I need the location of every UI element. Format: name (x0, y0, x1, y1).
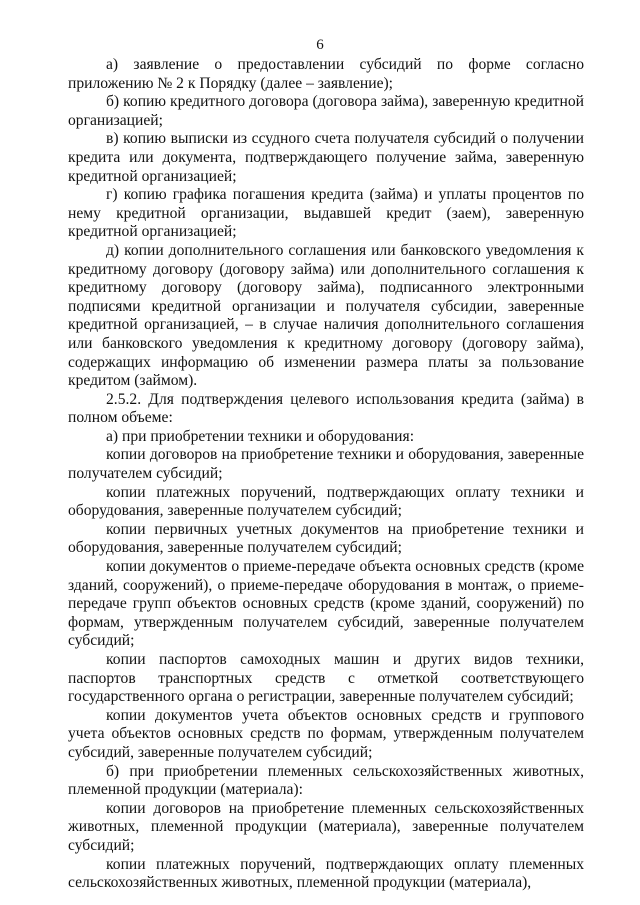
paragraph-livestock-contracts: копии договоров на приобретение племенных сельскохозяйственных животных, племенной продукции (материала), заверенные получателем субсидий; (68, 799, 584, 854)
paragraph-vehicle-passports: копии паспортов самоходных машин и других видов техники, паспортов транспортных средств с отметкой соответствующего государственного органа о регистрации, заверенные получателем субсидий; (68, 651, 584, 706)
paragraph-2-5-2-heading: 2.5.2. Для подтверждения целевого использования кредита (займа) в полном объеме: (68, 390, 584, 427)
paragraph-d-additional-agreement: д) копии дополнительного соглашения или банковского уведомления к кредитному договору (договору займа) или дополнительного соглашения к кредитному договору (договору займа), подписанного электронными подписями кредитной организации и получателя субсидии, заверенные кредитной организацией, – в случае наличия дополнительного соглашения или банковского уведомления к кредитному договору (договору займа), содержащих информацию об изменении размера платы за пользование кредитом (займом). (68, 241, 584, 390)
paragraph-a-application: а) заявление о предоставлении субсидий по форме согласно приложению № 2 к Порядку (далее – заявление); (68, 56, 584, 92)
paragraph-equipment-primary-documents: копии первичных учетных документов на приобретение техники и оборудования, заверенные получателем субсидий; (68, 520, 584, 557)
paragraph-b-livestock-heading: б) при приобретении племенных сельскохозяйственных животных, племенной продукции (материала): (68, 762, 584, 799)
paragraph-v-loan-account-statement: в) копию выписки из ссудного счета получателя субсидий о получении кредита или документа, подтверждающего получение займа, заверенную кредитной организацией; (68, 130, 584, 185)
page-number: 6 (316, 37, 324, 53)
paragraph-fixed-assets-accounting: копии документов учета объектов основных средств и группового учета объектов основных средств по формам, утвержденным получателем субсидий, заверенные получателем субсидий; (68, 706, 584, 761)
paragraph-livestock-payment-orders: копии платежных поручений, подтверждающих оплату племенных сельскохозяйственных животных, племенной продукции (материала), (68, 855, 584, 892)
paragraph-acceptance-transfer-documents: копии документов о приеме-передаче объекта основных средств (кроме зданий, сооружений), о приеме-передаче оборудования в монтаж, о приеме-передаче групп объектов основных средств (кроме зданий, сооружений) по формам, утвержденным получателем субсидий, заверенные получателем субсидий; (68, 558, 584, 650)
paragraph-equipment-contracts: копии договоров на приобретение техники и оборудования, заверенные получателем субсидий; (68, 446, 584, 483)
paragraph-b-credit-agreement: б) копию кредитного договора (договора займа), заверенную кредитной организацией; (68, 93, 584, 129)
document-body (68, 56, 584, 893)
paragraph-g-repayment-schedule: г) копию графика погашения кредита (займа) и уплаты процентов по нему кредитной организации, выдавшей кредит (заем), заверенную кредитной организацией; (68, 186, 584, 241)
paragraph-equipment-payment-orders: копии платежных поручений, подтверждающих оплату техники и оборудования, заверенные получателем субсидий; (68, 483, 584, 520)
paragraph-a-equipment-heading: а) при приобретении техники и оборудования: (106, 427, 415, 445)
